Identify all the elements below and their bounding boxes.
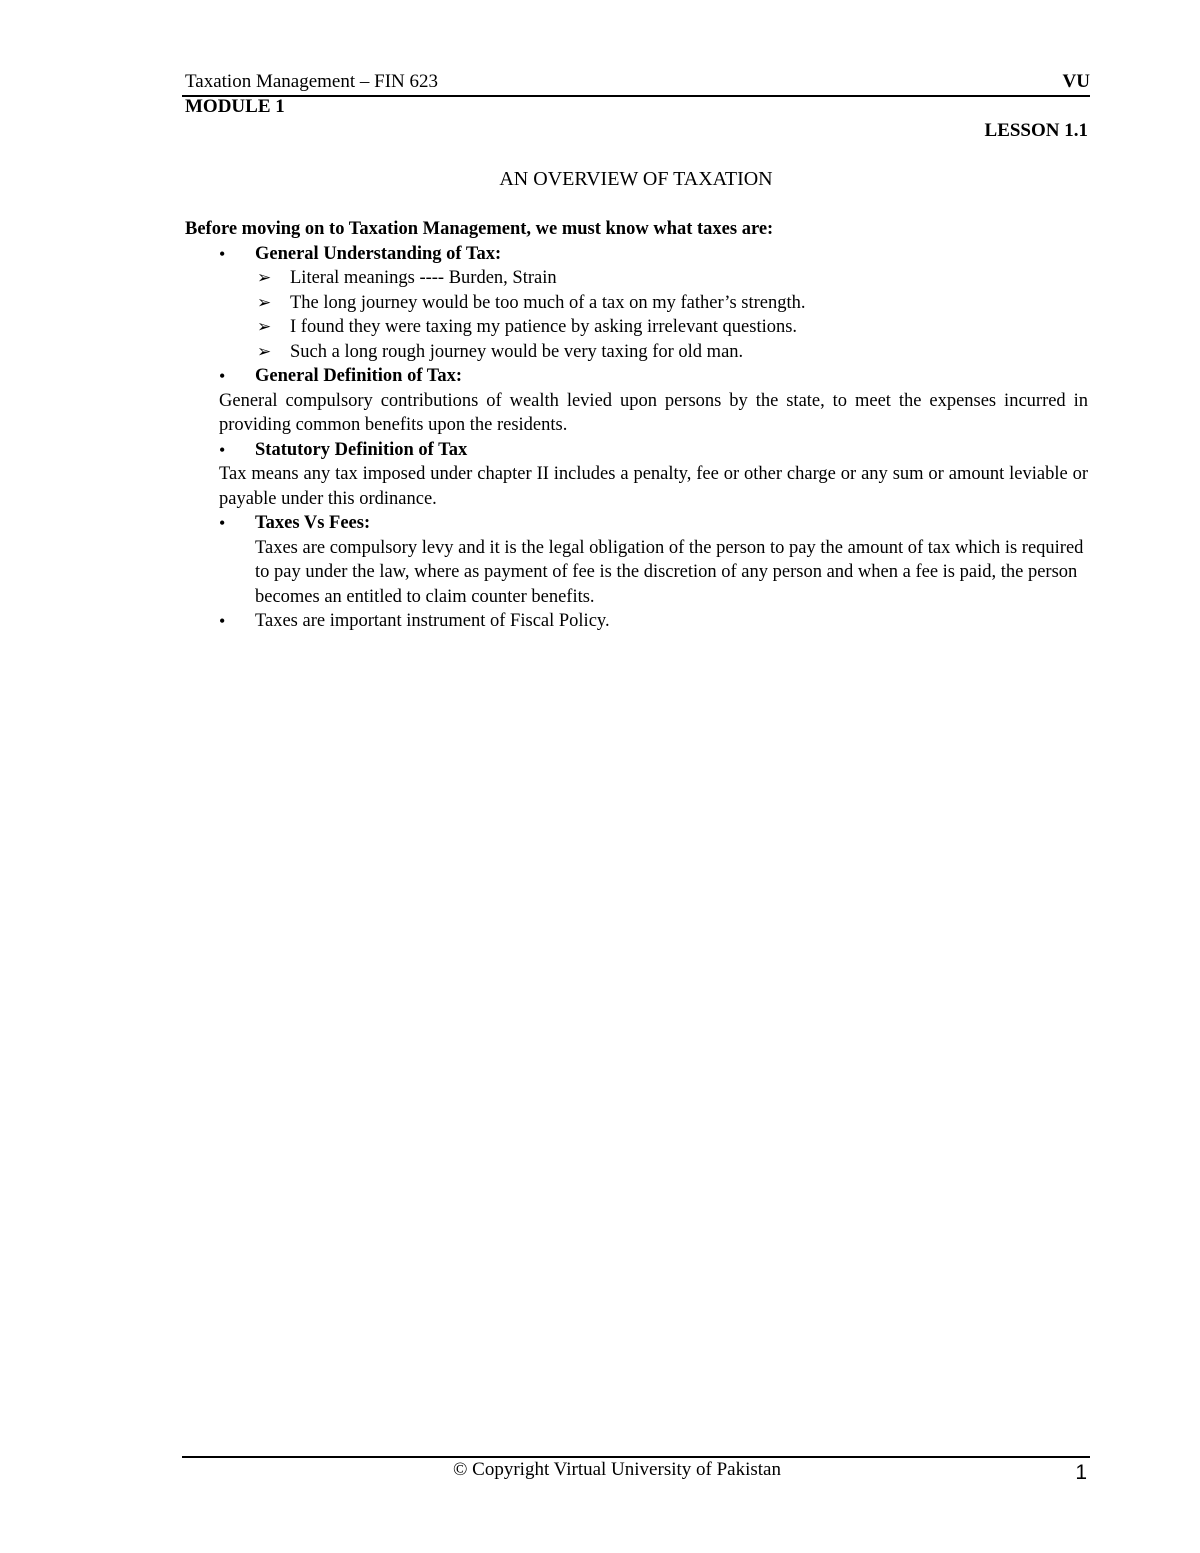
intro-text: Before moving on to Taxation Management, we must know what taxes are: — [185, 219, 774, 239]
arrow-bullet-icon: ➢ — [257, 317, 272, 336]
taxes-vs-fees-text: Taxes are compulsory levy and it is the legal obligation of the person to pay the amount of tax which is required to pay under the law, where as payment of fee is the discretion of any person and when a fee is paid, the person becomes an entitled to claim counter benefits. — [255, 537, 1084, 607]
general-definition-text: General compulsory contributions of wealth levied upon persons by the state, to meet the expenses incurred in providing common benefits upon the residents. — [219, 390, 1088, 435]
section-label: Taxes Vs Fees: — [255, 513, 371, 533]
footer-copyright: © Copyright Virtual University of Pakistan — [452, 1459, 781, 1480]
list-item: ➢ Such a long rough journey would be very taxing for old man. — [185, 340, 1088, 365]
header-course: Taxation Management – FIN 623 — [185, 71, 439, 92]
lesson-label: LESSON 1.1 — [984, 120, 1088, 141]
bullet-icon: • — [219, 513, 226, 533]
bullet-statutory-definition — [185, 438, 1088, 463]
bullet-general-definition — [185, 364, 1088, 389]
fiscal-policy-text: Taxes are important instrument of Fiscal Policy. — [255, 611, 610, 631]
page-number: 1 — [1075, 1461, 1087, 1484]
list-item: ➢ The long journey would be too much of a tax on my father’s strength. — [185, 291, 1088, 316]
bullet-icon: • — [219, 439, 226, 460]
arrow-bullet-icon: ➢ — [257, 341, 272, 361]
statutory-definition-text: Tax means any tax imposed under chapter II includes a penalty, fee or other charge or any sum or amount leviable or payable under this ordinance. — [219, 464, 1088, 509]
bullet-icon: • — [219, 243, 226, 264]
bullet-general-understanding — [185, 242, 1088, 267]
section-label: General Definition of Tax: — [255, 366, 463, 386]
bullet-icon: • — [219, 611, 226, 631]
bullet-taxes-vs-fees — [185, 511, 1088, 536]
header-rule — [182, 95, 1090, 97]
section-label: Statutory Definition of Tax — [255, 439, 468, 460]
header-institution: VU — [1062, 71, 1090, 92]
list-item: ➢ I found they were taxing my patience by asking irrelevant questions. — [185, 315, 1088, 340]
main-content — [185, 217, 1088, 634]
bullet-icon: • — [219, 366, 226, 386]
module-label: MODULE 1 — [185, 96, 285, 117]
footer-rule — [182, 1456, 1090, 1458]
page-title: AN OVERVIEW OF TAXATION — [499, 168, 773, 190]
section-label: General Understanding of Tax: — [255, 243, 502, 264]
bullet-fiscal-policy — [185, 609, 1088, 634]
list-item: ➢ Literal meanings ---- Burden, Strain — [185, 266, 1088, 291]
arrow-bullet-icon: ➢ — [257, 268, 272, 287]
arrow-bullet-icon: ➢ — [257, 292, 272, 312]
